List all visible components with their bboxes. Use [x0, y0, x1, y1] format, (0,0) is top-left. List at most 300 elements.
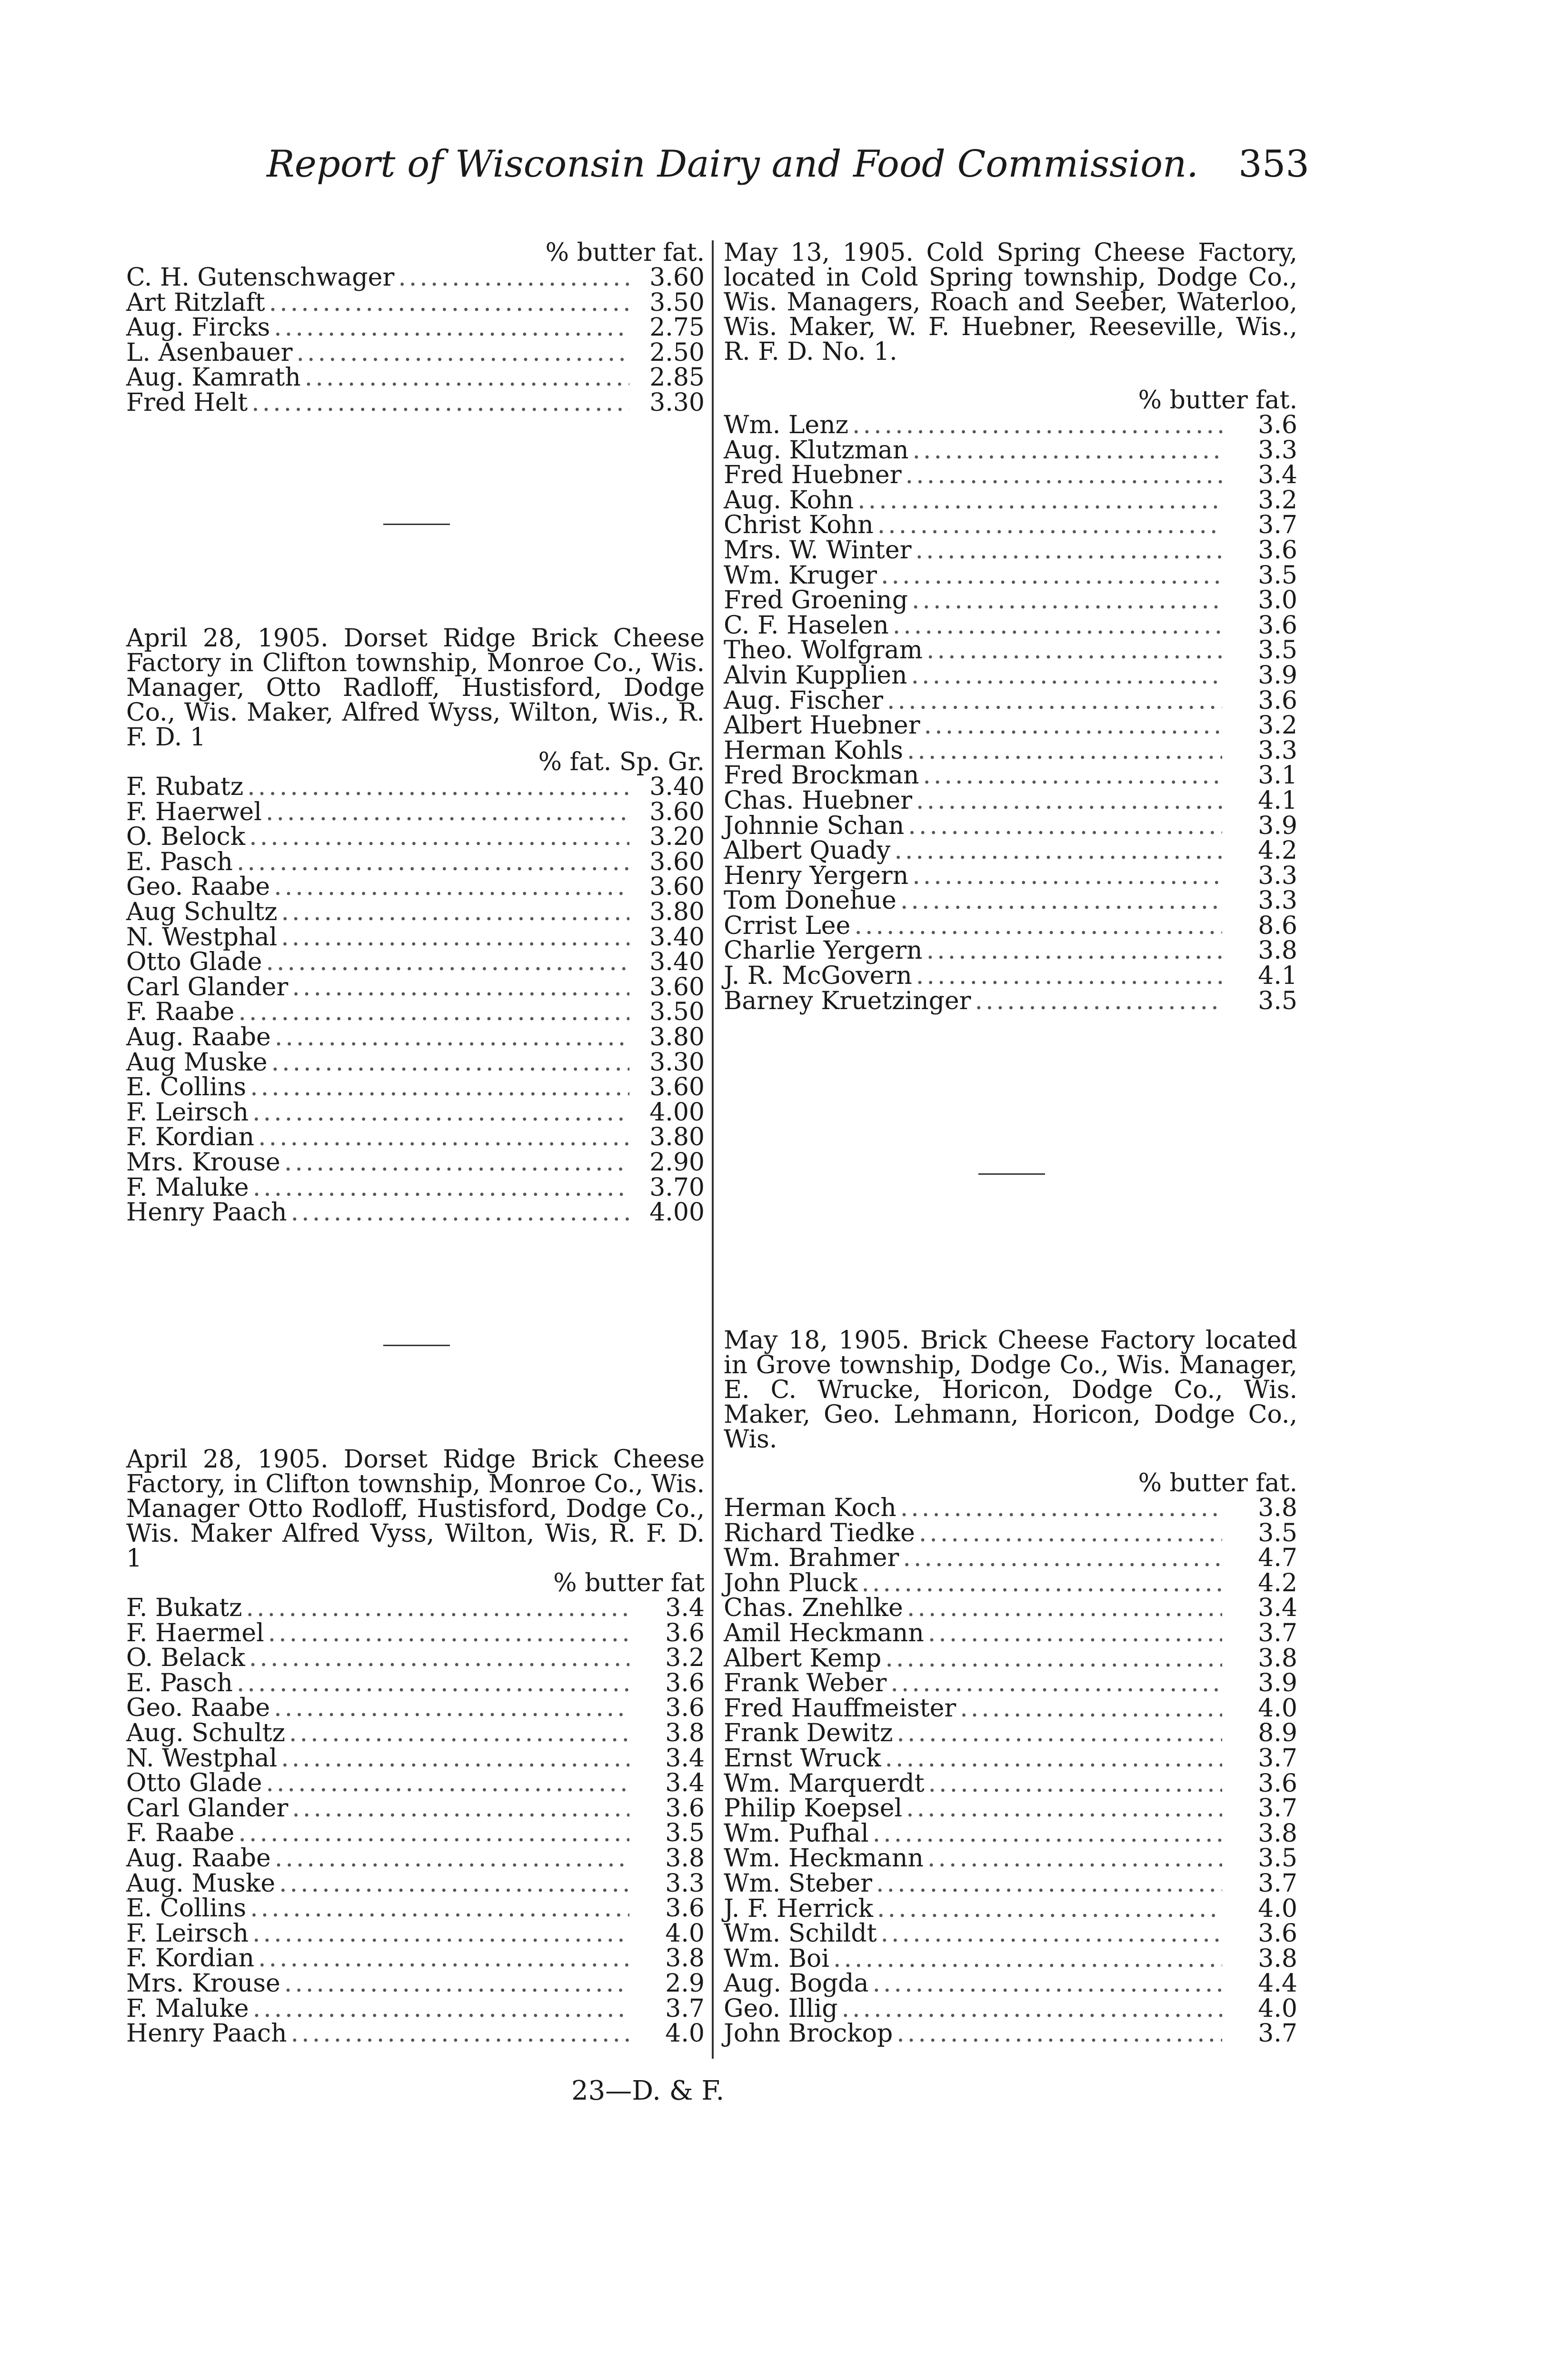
table-row — [126, 1846, 705, 1871]
patron-name: Fred Helt — [126, 388, 248, 417]
butter-fat-value: 3.7 — [665, 1994, 705, 2023]
page-number: 353 — [1238, 143, 1309, 186]
butter-fat-value: 3.40 — [649, 773, 705, 801]
table-row — [724, 1671, 1297, 1696]
patron-name: L. Asenbauer — [126, 338, 293, 367]
table-row — [126, 390, 705, 416]
butter-fat-value: 3.8 — [665, 1718, 705, 1747]
patron-name: Theo. Wolfgram — [724, 636, 923, 665]
butter-fat-value: 3.0 — [1258, 586, 1297, 615]
patron-name: Geo. Illig — [724, 1994, 838, 2023]
butter-fat-value: 3.60 — [649, 847, 705, 876]
patron-name: Aug. Fischer — [724, 686, 884, 715]
butter-fat-value: 3.40 — [649, 948, 705, 977]
butter-fat-value: 3.80 — [649, 1123, 705, 1152]
butter-fat-value: 3.8 — [1258, 1644, 1297, 1673]
leader-dots — [266, 800, 629, 824]
right-entry-2 — [724, 1328, 1297, 2046]
table-row — [724, 613, 1297, 638]
table-row — [724, 1646, 1297, 1671]
butter-fat-value: 3.8 — [1258, 1494, 1297, 1522]
leader-dots — [246, 1596, 629, 1620]
leader-dots — [872, 1971, 1222, 1996]
leader-dots — [292, 975, 629, 1000]
butter-fat-value: 3.3 — [1258, 861, 1297, 890]
table-row — [724, 2021, 1297, 2046]
leader-dots — [915, 538, 1222, 563]
leader-dots — [253, 1996, 629, 2021]
table-row — [126, 1896, 705, 1921]
leader-dots — [907, 738, 1222, 763]
butter-fat-value: 3.50 — [649, 998, 705, 1027]
table-row — [126, 950, 705, 975]
patron-name: F. Kordian — [126, 1944, 255, 1973]
patron-name: Crrist Lee — [724, 911, 851, 940]
patron-name: Philip Koepsel — [724, 1794, 903, 1823]
table-row — [126, 1000, 705, 1025]
spacer — [724, 1452, 1297, 1471]
rows — [126, 1596, 705, 2046]
patron-name: E. Collins — [126, 1894, 247, 1923]
patron-name: E. Pasch — [126, 1668, 233, 1697]
patron-name: Wm. Schildt — [724, 1919, 877, 1948]
patron-name: Henry Paach — [126, 2019, 287, 2048]
butter-fat-value: 3.9 — [1258, 661, 1297, 690]
patron-name: Wm. Boi — [724, 1944, 829, 1973]
leader-dots — [253, 1175, 629, 1200]
butter-fat-value: 3.6 — [1258, 536, 1297, 565]
butter-fat-value: 4.1 — [1258, 962, 1297, 991]
leader-dots — [890, 1671, 1222, 1696]
butter-fat-value: 3.30 — [649, 1048, 705, 1077]
leader-dots — [900, 888, 1222, 913]
leader-dots — [906, 463, 1222, 487]
butter-fat-value: 4.00 — [649, 1098, 705, 1127]
patron-name: C. H. Gutenschwager — [126, 263, 395, 292]
column-header: % fat. Sp. Gr. — [538, 748, 705, 776]
patron-name: Albert Huebner — [724, 711, 920, 740]
table-row — [724, 663, 1297, 688]
table-row — [724, 863, 1297, 889]
butter-fat-value: 3.5 — [1258, 986, 1297, 1015]
patron-name: Wm. Heckmann — [724, 1844, 924, 1873]
butter-fat-value: 3.6 — [665, 1668, 705, 1697]
patron-name: Aug. Raabe — [126, 1844, 271, 1873]
table-row — [126, 1646, 705, 1671]
leader-dots — [279, 1871, 629, 1896]
table-row — [724, 913, 1297, 939]
rows — [126, 265, 705, 416]
table-row — [724, 788, 1297, 813]
table-row — [724, 963, 1297, 989]
patron-name: Fred Groening — [724, 586, 908, 615]
patron-name: Herman Koch — [724, 1494, 897, 1522]
butter-fat-value: 3.7 — [1258, 1869, 1297, 1898]
leader-dots — [292, 1796, 629, 1821]
table-row — [724, 1971, 1297, 1996]
patron-name: Frank Dewitz — [724, 1719, 893, 1748]
leader-dots — [291, 1200, 629, 1225]
table-row — [126, 1150, 705, 1175]
table-row — [724, 986, 1297, 1015]
rows — [724, 413, 1297, 1013]
leader-dots — [238, 1000, 629, 1024]
patron-name: Aug. Kohn — [724, 486, 854, 515]
table-row — [126, 2021, 705, 2046]
butter-fat-value: 3.7 — [1258, 1618, 1297, 1647]
patron-name: F. Haerwel — [126, 797, 262, 826]
rows — [724, 1496, 1297, 2046]
patron-name: Barney Kruetzinger — [724, 986, 971, 1015]
leader-dots — [911, 663, 1222, 688]
table-row — [724, 713, 1297, 738]
patron-name: F. Raabe — [126, 998, 235, 1027]
table-row — [126, 1746, 705, 1771]
table-row — [724, 513, 1297, 538]
leader-dots — [916, 963, 1222, 988]
entry-description: May 13, 1905. Cold Spring Cheese Factory, located in Cold Spring township, Dodge Co., Wis. Managers, Roach and Seeber, Waterloo, Wis. Maker, W. F. Huebner, Reeseville, Wis., R. F. D. No. 1. — [724, 238, 1297, 366]
patron-name: Geo. Raabe — [126, 1694, 270, 1723]
patron-name: F. Kordian — [126, 1123, 255, 1152]
leader-dots — [852, 413, 1222, 437]
patron-name: Christ Kohn — [724, 511, 874, 540]
butter-fat-value: 3.60 — [649, 797, 705, 826]
table-row — [724, 813, 1297, 839]
table-row — [126, 1200, 705, 1225]
butter-fat-value: 3.2 — [665, 1644, 705, 1673]
patron-name: Albert Quady — [724, 836, 891, 865]
left-entry-1 — [126, 626, 705, 1225]
patron-name: Chas. Huebner — [724, 786, 913, 815]
patron-name: Otto Glade — [126, 1769, 262, 1798]
leader-dots — [928, 1771, 1222, 1796]
patron-name: Aug Schultz — [126, 897, 278, 926]
butter-fat-value: 3.4 — [665, 1594, 705, 1622]
patron-name: Aug. Schultz — [126, 1718, 286, 1747]
table-row — [724, 1496, 1297, 1521]
leader-dots — [398, 265, 629, 290]
leader-dots — [289, 1721, 629, 1745]
table-row — [126, 1100, 705, 1125]
table-row — [126, 1718, 705, 1747]
table-row — [126, 874, 705, 900]
left-top-table — [126, 240, 705, 416]
leader-dots — [903, 1546, 1222, 1570]
patron-name: Wm. Lenz — [724, 411, 849, 439]
leader-dots — [912, 438, 1222, 463]
patron-name: Mrs. Krouse — [126, 1969, 280, 1998]
butter-fat-value: 3.8 — [1258, 1819, 1297, 1848]
table-row — [724, 838, 1297, 863]
patron-name: F. Raabe — [126, 1819, 235, 1848]
leader-dots — [877, 1896, 1222, 1921]
leader-dots — [887, 688, 1222, 713]
table-row — [724, 488, 1297, 513]
leader-dots — [923, 763, 1222, 788]
patron-name: Alvin Kupplien — [724, 661, 907, 690]
patron-name: Wm. Brahmer — [724, 1544, 899, 1573]
table-row — [126, 365, 705, 390]
leader-dots — [857, 488, 1222, 513]
butter-fat-value: 3.5 — [1258, 636, 1297, 665]
table-row — [724, 1821, 1297, 1846]
leader-dots — [912, 863, 1222, 888]
leader-dots — [275, 1846, 629, 1871]
butter-fat-value: 8.6 — [1258, 911, 1297, 940]
butter-fat-value: 3.30 — [649, 388, 705, 417]
butter-fat-value: 4.0 — [1258, 1994, 1297, 2023]
table-row — [724, 1921, 1297, 1946]
butter-fat-value: 3.70 — [649, 1173, 705, 1202]
butter-fat-value: 2.85 — [649, 363, 705, 392]
leader-dots — [247, 774, 629, 799]
table-row — [126, 1996, 705, 2022]
table-row — [724, 1946, 1297, 1972]
leader-dots — [252, 1100, 629, 1125]
table-row — [724, 1618, 1297, 1647]
left-entry-2 — [126, 1447, 705, 2046]
butter-fat-value: 3.2 — [1258, 711, 1297, 740]
spacer — [724, 364, 1297, 388]
butter-fat-value: 4.4 — [1258, 1969, 1297, 1998]
table-row — [724, 1996, 1297, 2022]
butter-fat-value: 3.50 — [649, 288, 705, 317]
rows — [126, 774, 705, 1225]
table-row — [724, 1771, 1297, 1796]
patron-name: Wm. Steber — [724, 1869, 873, 1898]
butter-fat-value: 3.7 — [1258, 1744, 1297, 1773]
page-header — [267, 143, 1309, 195]
patron-name: F. Leirsch — [126, 1919, 249, 1948]
butter-fat-value: 3.9 — [1258, 811, 1297, 840]
patron-name: John Brockop — [724, 2019, 893, 2048]
table-row — [126, 1618, 705, 1647]
table-row — [126, 265, 705, 290]
table-row — [724, 1796, 1297, 1821]
patron-name: Herman Kohls — [724, 736, 903, 765]
leader-dots — [924, 713, 1222, 738]
leader-dots — [275, 1025, 629, 1050]
leader-dots — [885, 1646, 1222, 1671]
patron-name: Aug. Fircks — [126, 313, 270, 342]
patron-name: O. Belack — [126, 1644, 245, 1673]
butter-fat-value: 3.6 — [1258, 411, 1297, 439]
leader-dots — [897, 1721, 1222, 1745]
patron-name: Wm. Pufhal — [724, 1819, 869, 1848]
table-row — [724, 1696, 1297, 1721]
butter-fat-value: 3.7 — [1258, 2019, 1297, 2048]
leader-dots — [252, 1921, 629, 1946]
table-row — [724, 1871, 1297, 1896]
butter-fat-value: 3.6 — [1258, 1769, 1297, 1798]
patron-name: Wm. Kruger — [724, 561, 877, 590]
butter-fat-value: 3.6 — [665, 1618, 705, 1647]
butter-fat-value: 3.60 — [649, 1073, 705, 1102]
butter-fat-value: 3.5 — [1258, 1518, 1297, 1547]
patron-name: Carl Glander — [126, 972, 289, 1002]
patron-name: Wm. Marquerdt — [724, 1769, 925, 1798]
patron-name: Richard Tiedke — [724, 1518, 915, 1547]
patron-name: F. Rubatz — [126, 773, 244, 801]
leader-dots — [885, 1746, 1222, 1771]
patron-name: Otto Glade — [126, 948, 262, 977]
column-header: % butter fat — [553, 1569, 705, 1597]
butter-fat-value: 3.8 — [1258, 1944, 1297, 1973]
patron-name: Fred Huebner — [724, 461, 902, 490]
table-row — [126, 1125, 705, 1150]
leader-dots — [250, 1896, 629, 1921]
butter-fat-value: 3.3 — [1258, 736, 1297, 765]
table-row — [126, 897, 705, 926]
butter-fat-value: 3.60 — [649, 263, 705, 292]
leader-dots — [237, 1671, 629, 1696]
table-row — [724, 638, 1297, 663]
butter-fat-value: 3.6 — [1258, 686, 1297, 715]
leader-dots — [251, 390, 629, 415]
leader-dots — [926, 638, 1222, 663]
leader-dots — [250, 1075, 629, 1100]
butter-fat-value: 3.3 — [1258, 436, 1297, 465]
patron-name: Fred Brockman — [724, 761, 919, 790]
leader-dots — [237, 850, 629, 874]
table-row — [126, 1796, 705, 1821]
butter-fat-value: 3.3 — [1258, 886, 1297, 915]
entry-description: April 28, 1905. Dorset Ridge Brick Cheese Factory in Clifton township, Monroe Co., Wis. Manager, Otto Radloff, Hustisford, Dodge Co., Wis. Maker, Alfred Wyss, Wilton, Wis., R. F. D. 1 — [126, 624, 705, 752]
leader-dots — [269, 290, 629, 315]
patron-name: J. F. Herrick — [724, 1894, 874, 1923]
table-row — [126, 847, 705, 876]
leader-dots — [281, 925, 629, 950]
section-rule — [383, 1345, 450, 1346]
butter-fat-value: 3.5 — [1258, 1844, 1297, 1873]
butter-fat-value: 3.1 — [1258, 761, 1297, 790]
butter-fat-value: 3.60 — [649, 972, 705, 1002]
leader-dots — [960, 1696, 1222, 1721]
table-row — [724, 1846, 1297, 1871]
butter-fat-value: 3.40 — [649, 922, 705, 952]
table-row — [724, 1746, 1297, 1771]
butter-fat-value: 3.6 — [665, 1694, 705, 1723]
leader-dots — [881, 1921, 1223, 1946]
table-row — [724, 563, 1297, 588]
table-row — [724, 763, 1297, 788]
butter-fat-value: 3.6 — [1258, 611, 1297, 640]
column-header: % butter fat. — [545, 238, 705, 267]
patron-name: F. Leirsch — [126, 1098, 249, 1127]
leader-dots — [881, 563, 1222, 588]
butter-fat-value: 3.8 — [665, 1844, 705, 1873]
leader-dots — [284, 1150, 629, 1175]
leader-dots — [274, 874, 629, 899]
leader-dots — [927, 1846, 1222, 1871]
leader-dots — [912, 588, 1222, 613]
table-row — [724, 538, 1297, 563]
butter-fat-value: 4.0 — [1258, 1894, 1297, 1923]
patron-name: Amil Heckmann — [724, 1618, 924, 1647]
table-row — [724, 1596, 1297, 1621]
patron-name: Albert Kemp — [724, 1644, 882, 1673]
butter-fat-value: 4.0 — [1258, 1694, 1297, 1723]
leader-dots — [928, 1621, 1222, 1646]
patron-name: Henry Yergern — [724, 861, 909, 890]
patron-name: Frank Weber — [724, 1669, 887, 1698]
patron-name: Fred Hauffmeister — [724, 1694, 956, 1723]
table-row — [724, 738, 1297, 764]
leader-dots — [266, 1771, 630, 1795]
butter-fat-value: 4.2 — [1258, 836, 1297, 865]
leader-dots — [900, 1496, 1222, 1520]
patron-name: Ernst Wruck — [724, 1744, 881, 1773]
patron-name: Mrs. W. Winter — [724, 536, 912, 565]
leader-dots — [274, 315, 629, 340]
table-row — [724, 1568, 1297, 1597]
patron-name: Geo. Raabe — [126, 873, 270, 902]
butter-fat-value: 4.2 — [1258, 1568, 1297, 1597]
butter-fat-value: 3.5 — [1258, 561, 1297, 590]
patron-name: Charlie Yergern — [724, 936, 923, 965]
section-rule — [383, 524, 450, 525]
table-row — [126, 1075, 705, 1100]
column-divider — [712, 240, 714, 2059]
table-row — [724, 438, 1297, 463]
leader-dots — [274, 1696, 629, 1720]
table-row — [724, 1546, 1297, 1571]
butter-fat-value: 4.0 — [665, 1919, 705, 1948]
entry-description: May 18, 1905. Brick Cheese Factory located in Grove township, Dodge Co., Wis. Manager, E. C. Wrucke, Horicon, Dodge Co., Wis. Maker, Geo. Lehmann, Horicon, Dodge Co., Wis. — [724, 1326, 1297, 1454]
leader-dots — [916, 788, 1222, 813]
leader-dots — [249, 824, 629, 849]
butter-fat-value: 3.20 — [649, 823, 705, 852]
patron-name: C. F. Haselen — [724, 611, 889, 640]
table-row — [724, 888, 1297, 913]
column-header: % butter fat. — [1138, 1469, 1297, 1497]
table-row — [126, 1175, 705, 1200]
leader-dots — [284, 1971, 629, 1996]
patron-name: F. Haermel — [126, 1618, 264, 1647]
patron-name: J. R. McGovern — [724, 962, 912, 991]
leader-dots — [258, 1125, 629, 1150]
leader-dots — [841, 1996, 1222, 2021]
leader-dots — [893, 613, 1222, 638]
table-row — [126, 1871, 705, 1896]
butter-fat-value: 3.4 — [665, 1744, 705, 1773]
table-row — [126, 824, 705, 850]
table-row — [126, 1821, 705, 1846]
patron-name: John Pluck — [724, 1568, 858, 1597]
patron-name: Chas. Znehlke — [724, 1594, 903, 1623]
patron-name: Aug Muske — [126, 1048, 268, 1077]
butter-fat-value: 2.90 — [649, 1148, 705, 1177]
table-row — [126, 1596, 705, 1621]
patron-name: F. Bukatz — [126, 1594, 242, 1622]
butter-fat-value: 3.6 — [665, 1794, 705, 1823]
page-footer-signature: 23—D. & F. — [571, 2075, 725, 2106]
patron-name: Johnnie Schan — [724, 811, 905, 840]
table-row — [126, 290, 705, 316]
column-header: % butter fat. — [1138, 386, 1297, 415]
leader-dots — [861, 1571, 1222, 1596]
table-row — [724, 1518, 1297, 1547]
leader-dots — [271, 1050, 629, 1075]
leader-dots — [906, 1796, 1222, 1821]
table-row — [724, 688, 1297, 714]
butter-fat-value: 3.4 — [665, 1769, 705, 1798]
leader-dots — [876, 1871, 1222, 1896]
leader-dots — [291, 2021, 629, 2046]
butter-fat-value: 2.9 — [665, 1969, 705, 1998]
leader-dots — [258, 1946, 629, 1971]
butter-fat-value: 8.9 — [1258, 1719, 1297, 1748]
